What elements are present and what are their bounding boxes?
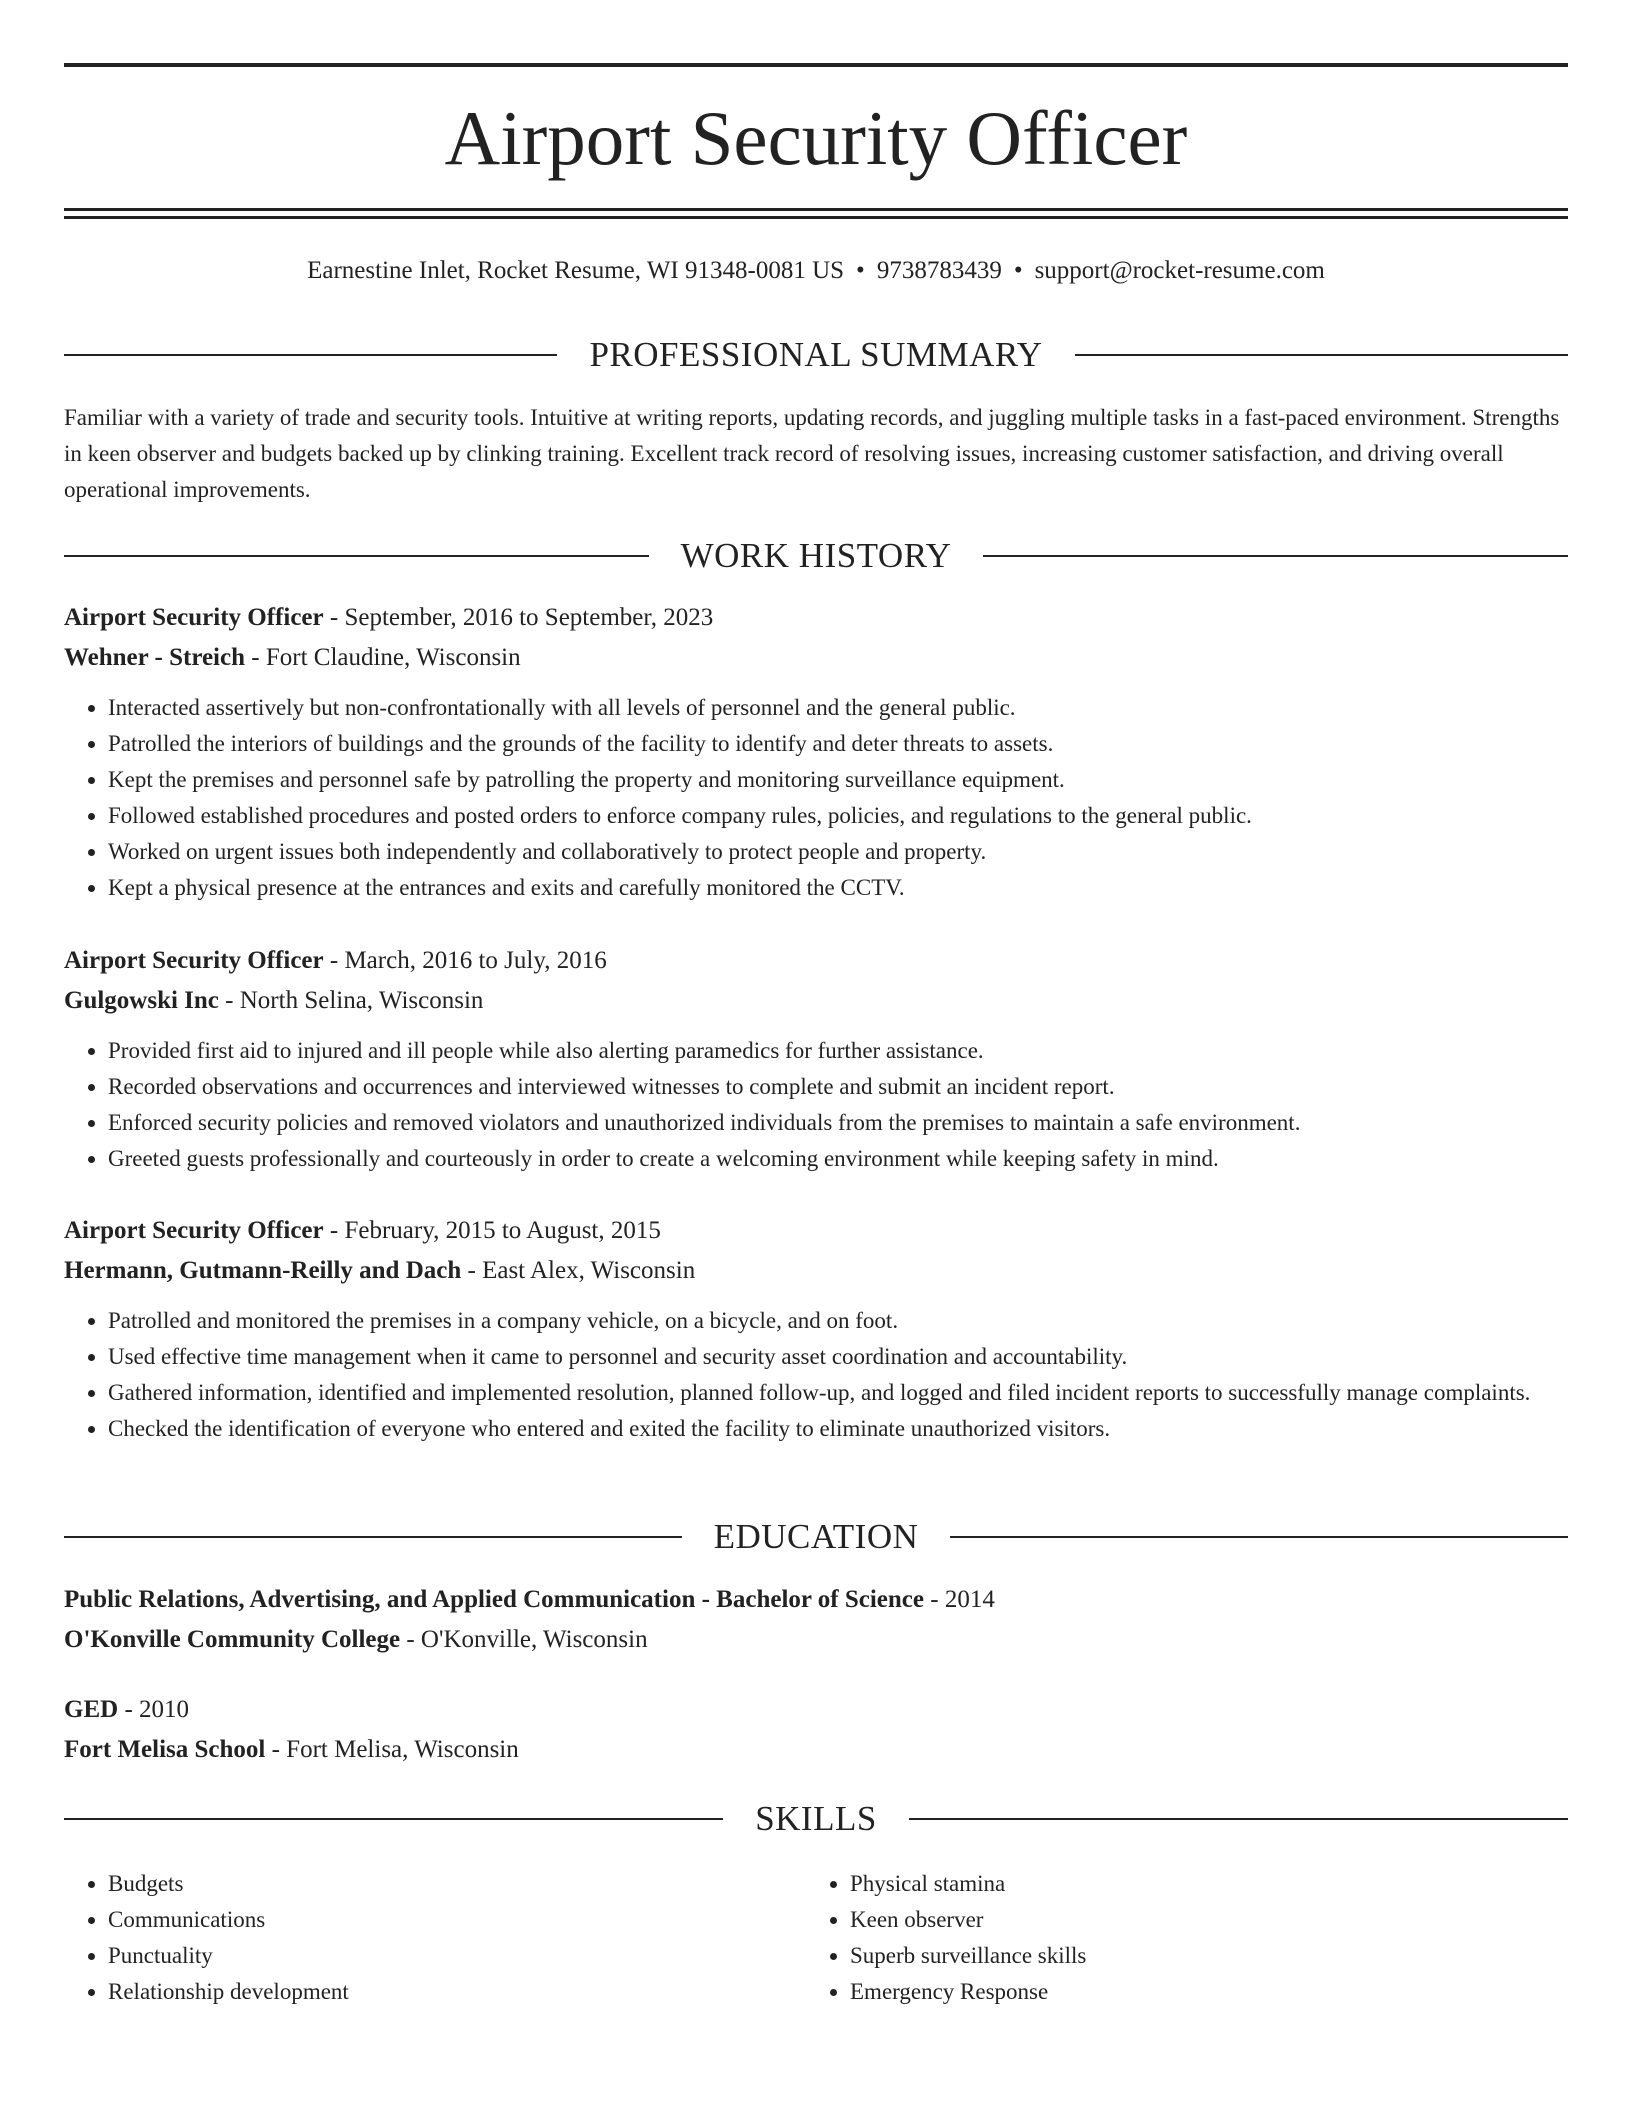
job-bullet: • Recorded observations and occurrences and interviewed witnesses to complete and submit an incident report. <box>108 1069 1568 1105</box>
job-bullet: • Checked the identification of everyone who entered and exited the facility to eliminate unauthorized visitors. <box>108 1411 1568 1447</box>
summary-text: Familiar with a variety of trade and security tools. Intuitive at writing reports, updating records, and juggling multiple tasks in a fast-paced environment. Strengths in keen observer and budgets backed up by clinking training. Excellent track record of resolving issues, increasing customer satisfaction, and driving overall operational improvements. <box>64 405 1560 502</box>
skill-item: • Communications <box>108 1902 806 1938</box>
job-entry <box>64 598 1568 906</box>
job-company: Gulgowski Inc <box>64 987 219 1014</box>
skill-item: • Superb surveillance skills <box>850 1938 1548 1974</box>
section-header-skills <box>64 1797 1568 1841</box>
job-location: - East Alex, Wisconsin <box>461 1257 696 1284</box>
job-bullet: • Used effective time management when it came to personnel and security asset coordination and accountability. <box>108 1339 1568 1375</box>
edu-location: - O'Konville, Wisconsin <box>400 1626 648 1653</box>
section-header-education <box>64 1515 1568 1559</box>
job-dates: - September, 2016 to September, 2023 <box>323 604 714 631</box>
skill-item: • Emergency Response <box>850 1974 1548 2010</box>
job-title: Airport Security Officer <box>64 947 324 974</box>
section-rule <box>950 1536 1568 1538</box>
skill-item: • Punctuality <box>108 1938 806 1974</box>
section-rule <box>64 1818 723 1820</box>
contact-phone: 9738783439 <box>876 257 1002 284</box>
edu-school: O'Konville Community College <box>64 1626 401 1653</box>
section-title: EDUCATION <box>713 1517 919 1556</box>
job-bullet: • Followed established procedures and posted orders to enforce company rules, policies, and regulations to the general public. <box>108 798 1568 834</box>
job-bullet: • Gathered information, identified and implemented resolution, planned follow-up, and logged and filed incident reports to successfully manage complaints. <box>108 1375 1568 1411</box>
skill-item: • Physical stamina <box>850 1866 1548 1902</box>
contact-separator: • <box>856 257 865 284</box>
skill-item: • Keen observer <box>850 1902 1548 1938</box>
contact-address: Earnestine Inlet, Rocket Resume, WI 91348-0081 US <box>307 257 845 284</box>
job-title: Airport Security Officer <box>64 604 324 631</box>
section-rule <box>983 555 1568 557</box>
job-entry <box>64 1211 1568 1447</box>
contact-separator: • <box>1013 257 1023 284</box>
edu-year: - 2014 <box>924 1586 995 1613</box>
job-bullets <box>64 690 1568 906</box>
edu-degree: GED <box>64 1696 119 1723</box>
job-location: - North Selina, Wisconsin <box>218 987 484 1014</box>
job-bullet: • Greeted guests professionally and courteously in order to create a welcoming environment while keeping safety in mind. <box>108 1141 1568 1177</box>
edu-year: - 2010 <box>118 1696 190 1723</box>
job-entry <box>64 941 1568 1177</box>
job-location: - Fort Claudine, Wisconsin <box>245 644 521 671</box>
skill-item: • Relationship development <box>108 1974 806 2010</box>
section-header-summary <box>64 333 1568 377</box>
resume-title: Airport Security Officer <box>444 95 1188 181</box>
section-rule <box>64 354 557 356</box>
job-bullet: • Enforced security policies and removed violators and unauthorized individuals from the premises to maintain a safe environment. <box>108 1105 1568 1141</box>
edu-degree: Public Relations, Advertising, and Applied Communication - Bachelor of Science <box>64 1586 924 1613</box>
job-bullet: • Patrolled and monitored the premises in a company vehicle, on a bicycle, and on foot. <box>108 1303 1568 1339</box>
education-entry <box>64 1690 1568 1770</box>
section-rule <box>1075 354 1568 356</box>
section-rule <box>909 1818 1568 1820</box>
job-bullets <box>64 1303 1568 1447</box>
job-bullet: • Worked on urgent issues both independently and collaboratively to protect people and property. <box>108 834 1568 870</box>
job-company: Wehner - Streich <box>64 644 246 671</box>
job-bullet: • Kept the premises and personnel safe by patrolling the property and monitoring surveillance equipment. <box>108 762 1568 798</box>
job-title: Airport Security Officer <box>64 1217 324 1244</box>
education-entry <box>64 1580 1568 1660</box>
job-bullet: • Kept a physical presence at the entrances and exits and carefully monitored the CCTV. <box>108 870 1568 906</box>
title-rule-upper <box>64 208 1568 211</box>
top-rule <box>64 63 1568 67</box>
skills-column-right <box>806 1866 1548 2010</box>
section-rule <box>64 1536 682 1538</box>
section-title: SKILLS <box>755 1799 877 1838</box>
job-bullet: • Interacted assertively but non-confrontationally with all levels of personnel and the general public. <box>108 690 1568 726</box>
edu-location: - Fort Melisa, Wisconsin <box>265 1736 519 1763</box>
skill-item: • Budgets <box>108 1866 806 1902</box>
job-bullet: • Patrolled the interiors of buildings and the grounds of the facility to identify and deter threats to assets. <box>108 726 1568 762</box>
job-company: Hermann, Gutmann-Reilly and Dach <box>64 1257 462 1284</box>
title-rule-lower <box>64 216 1568 219</box>
job-bullets <box>64 1033 1568 1177</box>
section-title: PROFESSIONAL SUMMARY <box>589 335 1043 374</box>
skills-column-left <box>64 1866 806 2010</box>
job-dates: - March, 2016 to July, 2016 <box>323 947 607 974</box>
job-bullet: • Provided first aid to injured and ill people while also alerting paramedics for further assistance. <box>108 1033 1568 1069</box>
contact-email: support@rocket-resume.com <box>1034 257 1325 284</box>
contact-line <box>64 254 1568 288</box>
section-header-work <box>64 534 1568 578</box>
section-rule <box>64 555 649 557</box>
job-dates: - February, 2015 to August, 2015 <box>323 1217 661 1244</box>
section-title: WORK HISTORY <box>680 536 952 575</box>
edu-school: Fort Melisa School <box>64 1736 266 1763</box>
skills-list <box>64 1866 1568 2010</box>
